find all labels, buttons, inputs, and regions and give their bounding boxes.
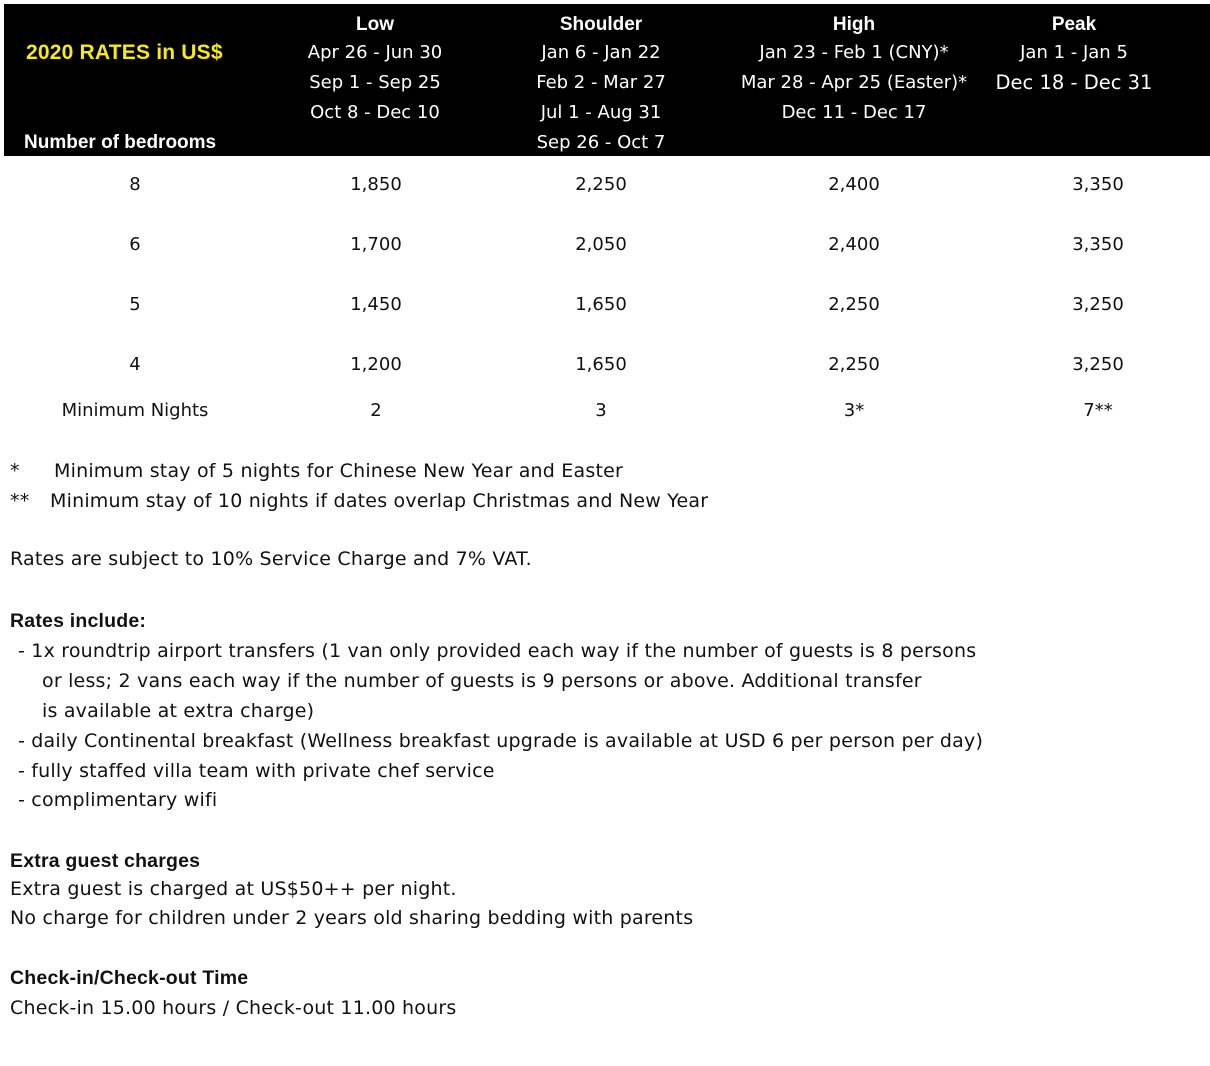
- minimum-nights-label: Minimum Nights: [61, 400, 209, 421]
- season-name: High: [832, 14, 876, 35]
- includes-heading: Rates include:: [10, 610, 147, 632]
- rate-cell-low: 1,200: [350, 354, 402, 375]
- footnote-text: Minimum stay of 5 nights for Chinese New Year and Easter: [54, 460, 624, 482]
- rates-title: 2020 RATES in US$: [26, 41, 223, 64]
- season-date: Jan 23 - Feb 1 (CNY)*: [759, 42, 949, 63]
- rate-cell-peak: 3,350: [1072, 234, 1124, 255]
- season-name: Low: [356, 14, 394, 35]
- min-nights-high: 3*: [843, 400, 865, 421]
- season-date: Jul 1 - Aug 31: [540, 102, 662, 123]
- bedrooms-cell: 8: [129, 174, 141, 195]
- table-row: [0, 170, 1210, 200]
- min-nights-peak: 7**: [1083, 400, 1113, 421]
- rate-cell-shoulder: 1,650: [575, 354, 627, 375]
- season-date: Apr 26 - Jun 30: [307, 42, 443, 63]
- extra-guest-line: Extra guest is charged at US$50++ per night.: [10, 878, 457, 900]
- footnote-mark: *: [10, 460, 20, 482]
- season-peak: [948, 12, 1200, 98]
- footnote-mark: **: [10, 490, 30, 512]
- includes-item: - daily Continental breakfast (Wellness breakfast upgrade is available at USD 6 per person per day): [18, 730, 984, 752]
- rate-cell-high: 2,400: [828, 234, 880, 255]
- rate-cell-high: 2,250: [828, 354, 880, 375]
- bedrooms-cell: 4: [129, 354, 141, 375]
- season-date: Dec 11 - Dec 17: [781, 102, 927, 123]
- extra-guest-heading: Extra guest charges: [10, 850, 201, 872]
- checkin-heading: Check-in/Check-out Time: [10, 967, 249, 989]
- footnote-text: Minimum stay of 10 nights if dates overlap Christmas and New Year: [50, 490, 709, 512]
- includes-item-continued: is available at extra charge): [42, 700, 315, 722]
- rate-cell-high: 2,250: [828, 294, 880, 315]
- min-nights-low: 2: [370, 400, 382, 421]
- season-name: Shoulder: [559, 14, 643, 35]
- checkin-times: Check-in 15.00 hours / Check-out 11.00 hours: [10, 997, 457, 1019]
- season-date: Dec 18 - Dec 31: [995, 71, 1153, 94]
- rates-table-header: [4, 4, 1210, 156]
- rate-cell-shoulder: 2,250: [575, 174, 627, 195]
- includes-item: - fully staffed villa team with private chef service: [18, 760, 495, 782]
- rate-cell-peak: 3,350: [1072, 174, 1124, 195]
- table-row: [0, 350, 1210, 380]
- includes-item-continued: or less; 2 vans each way if the number of guests is 9 persons or above. Additional transfer: [42, 670, 922, 692]
- season-date: Mar 28 - Apr 25 (Easter)*: [740, 72, 968, 93]
- season-date: Sep 26 - Oct 7: [536, 132, 666, 153]
- season-date: Jan 1 - Jan 5: [1020, 42, 1128, 63]
- season-date: Oct 8 - Dec 10: [310, 102, 440, 123]
- includes-item: - 1x roundtrip airport transfers (1 van only provided each way if the number of guests is 8 persons: [18, 640, 977, 662]
- table-row: [0, 230, 1210, 260]
- rate-cell-low: 1,700: [350, 234, 402, 255]
- season-name: Peak: [1051, 14, 1097, 35]
- min-nights-shoulder: 3: [595, 400, 607, 421]
- rate-cell-high: 2,400: [828, 174, 880, 195]
- surcharge-note: Rates are subject to 10% Service Charge and 7% VAT.: [10, 548, 532, 570]
- rates-notes: [10, 456, 1200, 1023]
- table-row: [0, 290, 1210, 320]
- rate-cell-low: 1,450: [350, 294, 402, 315]
- rate-cell-shoulder: 2,050: [575, 234, 627, 255]
- season-date: Jan 6 - Jan 22: [541, 42, 661, 63]
- rate-cell-shoulder: 1,650: [575, 294, 627, 315]
- bedrooms-column-header: Number of bedrooms: [24, 132, 217, 153]
- bedrooms-cell: 6: [129, 234, 141, 255]
- includes-item: - complimentary wifi: [18, 789, 218, 811]
- bedrooms-cell: 5: [129, 294, 141, 315]
- rate-cell-peak: 3,250: [1072, 294, 1124, 315]
- minimum-nights-row: [0, 396, 1210, 426]
- footnote: [10, 486, 1200, 516]
- season-date: Sep 1 - Sep 25: [309, 72, 441, 93]
- season-date: Feb 2 - Mar 27: [536, 72, 666, 93]
- footnote: [10, 456, 1200, 486]
- extra-guest-line: No charge for children under 2 years old sharing bedding with parents: [10, 907, 694, 929]
- rate-cell-low: 1,850: [350, 174, 402, 195]
- rate-cell-peak: 3,250: [1072, 354, 1124, 375]
